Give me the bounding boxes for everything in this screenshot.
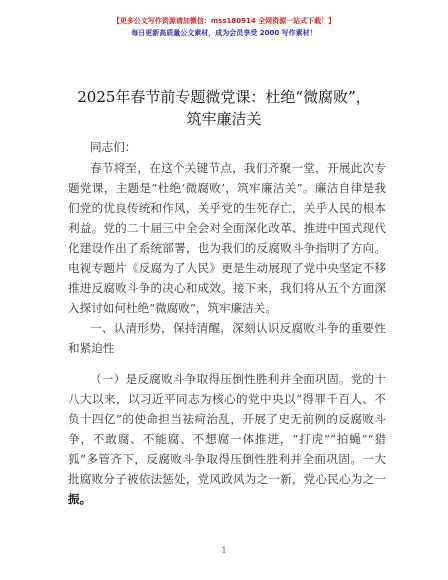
body-line: （一）是反腐败斗争取得压倒性胜利并全面巩固。党的十 — [90, 372, 386, 386]
salutation: 同志们： — [90, 140, 137, 154]
body-line: 电视专题片《反腐为了人民》更是生动展现了党中央坚定不移 — [68, 261, 386, 275]
body-line: 狐”多管齐下，反腐败斗争取得压倒性胜利并全面巩固。一大 — [68, 452, 386, 466]
body-line: 争，不敢腐、不能腐、不想腐一体推进，“打虎”“拍蝇”“猎 — [68, 432, 386, 446]
body-line: 负十四亿”的使命担当祛疴治乱，开展了史无前例的反腐败斗 — [68, 412, 386, 426]
body-line: 春节将至，在这个关键节点，我们齐聚一堂，开展此次专 — [90, 161, 386, 175]
body-line: 利益。党的二十届三中全会对全面深化改革、推进中国式现代 — [68, 221, 386, 235]
page-number: 1 — [221, 546, 227, 555]
body-line: 振。 — [68, 492, 92, 506]
document-title-line-1: 2025年春节前专题微党课：杜绝“微腐败”， — [77, 88, 371, 106]
promo-banner-line-2: 每日更新高质量公文素材，成为会员享受 2000 写作素材！ — [131, 29, 317, 37]
body-line: 化建设作出了系统部署，也为我们的反腐败斗争指明了方向。 — [68, 241, 386, 255]
body-line: 推进反腐败斗争的决心和成效。接下来，我们将从五个方面深 — [68, 281, 386, 295]
document-title-line-2: 筑牢廉洁关 — [186, 110, 262, 128]
body-line: 八大以来，以习近平同志为核心的党中央以“得罪千百人、不 — [68, 392, 386, 406]
section-heading-line: 和紧迫性 — [68, 341, 115, 355]
section-heading-line: 一、认清形势，保持清醒，深刻认识反腐败斗争的重要性 — [90, 321, 386, 335]
body-line: 批腐败分子被依法惩处，党风政风为之一新，党心民心为之一 — [68, 472, 386, 486]
body-line: 入探讨如何杜绝“微腐败”，筑牢廉洁关。 — [68, 301, 277, 315]
body-line: 题党课，主题是“杜绝‘微腐败’，筑牢廉洁关”。廉洁自律是我 — [68, 181, 386, 195]
promo-banner-line-1: 【更多公文写作资源请加微信：mss180914 全网资源一站式下载！】 — [112, 17, 336, 25]
body-line: 们党的优良传统和作风，关乎党的生死存亡，关乎人民的根本 — [68, 201, 386, 215]
